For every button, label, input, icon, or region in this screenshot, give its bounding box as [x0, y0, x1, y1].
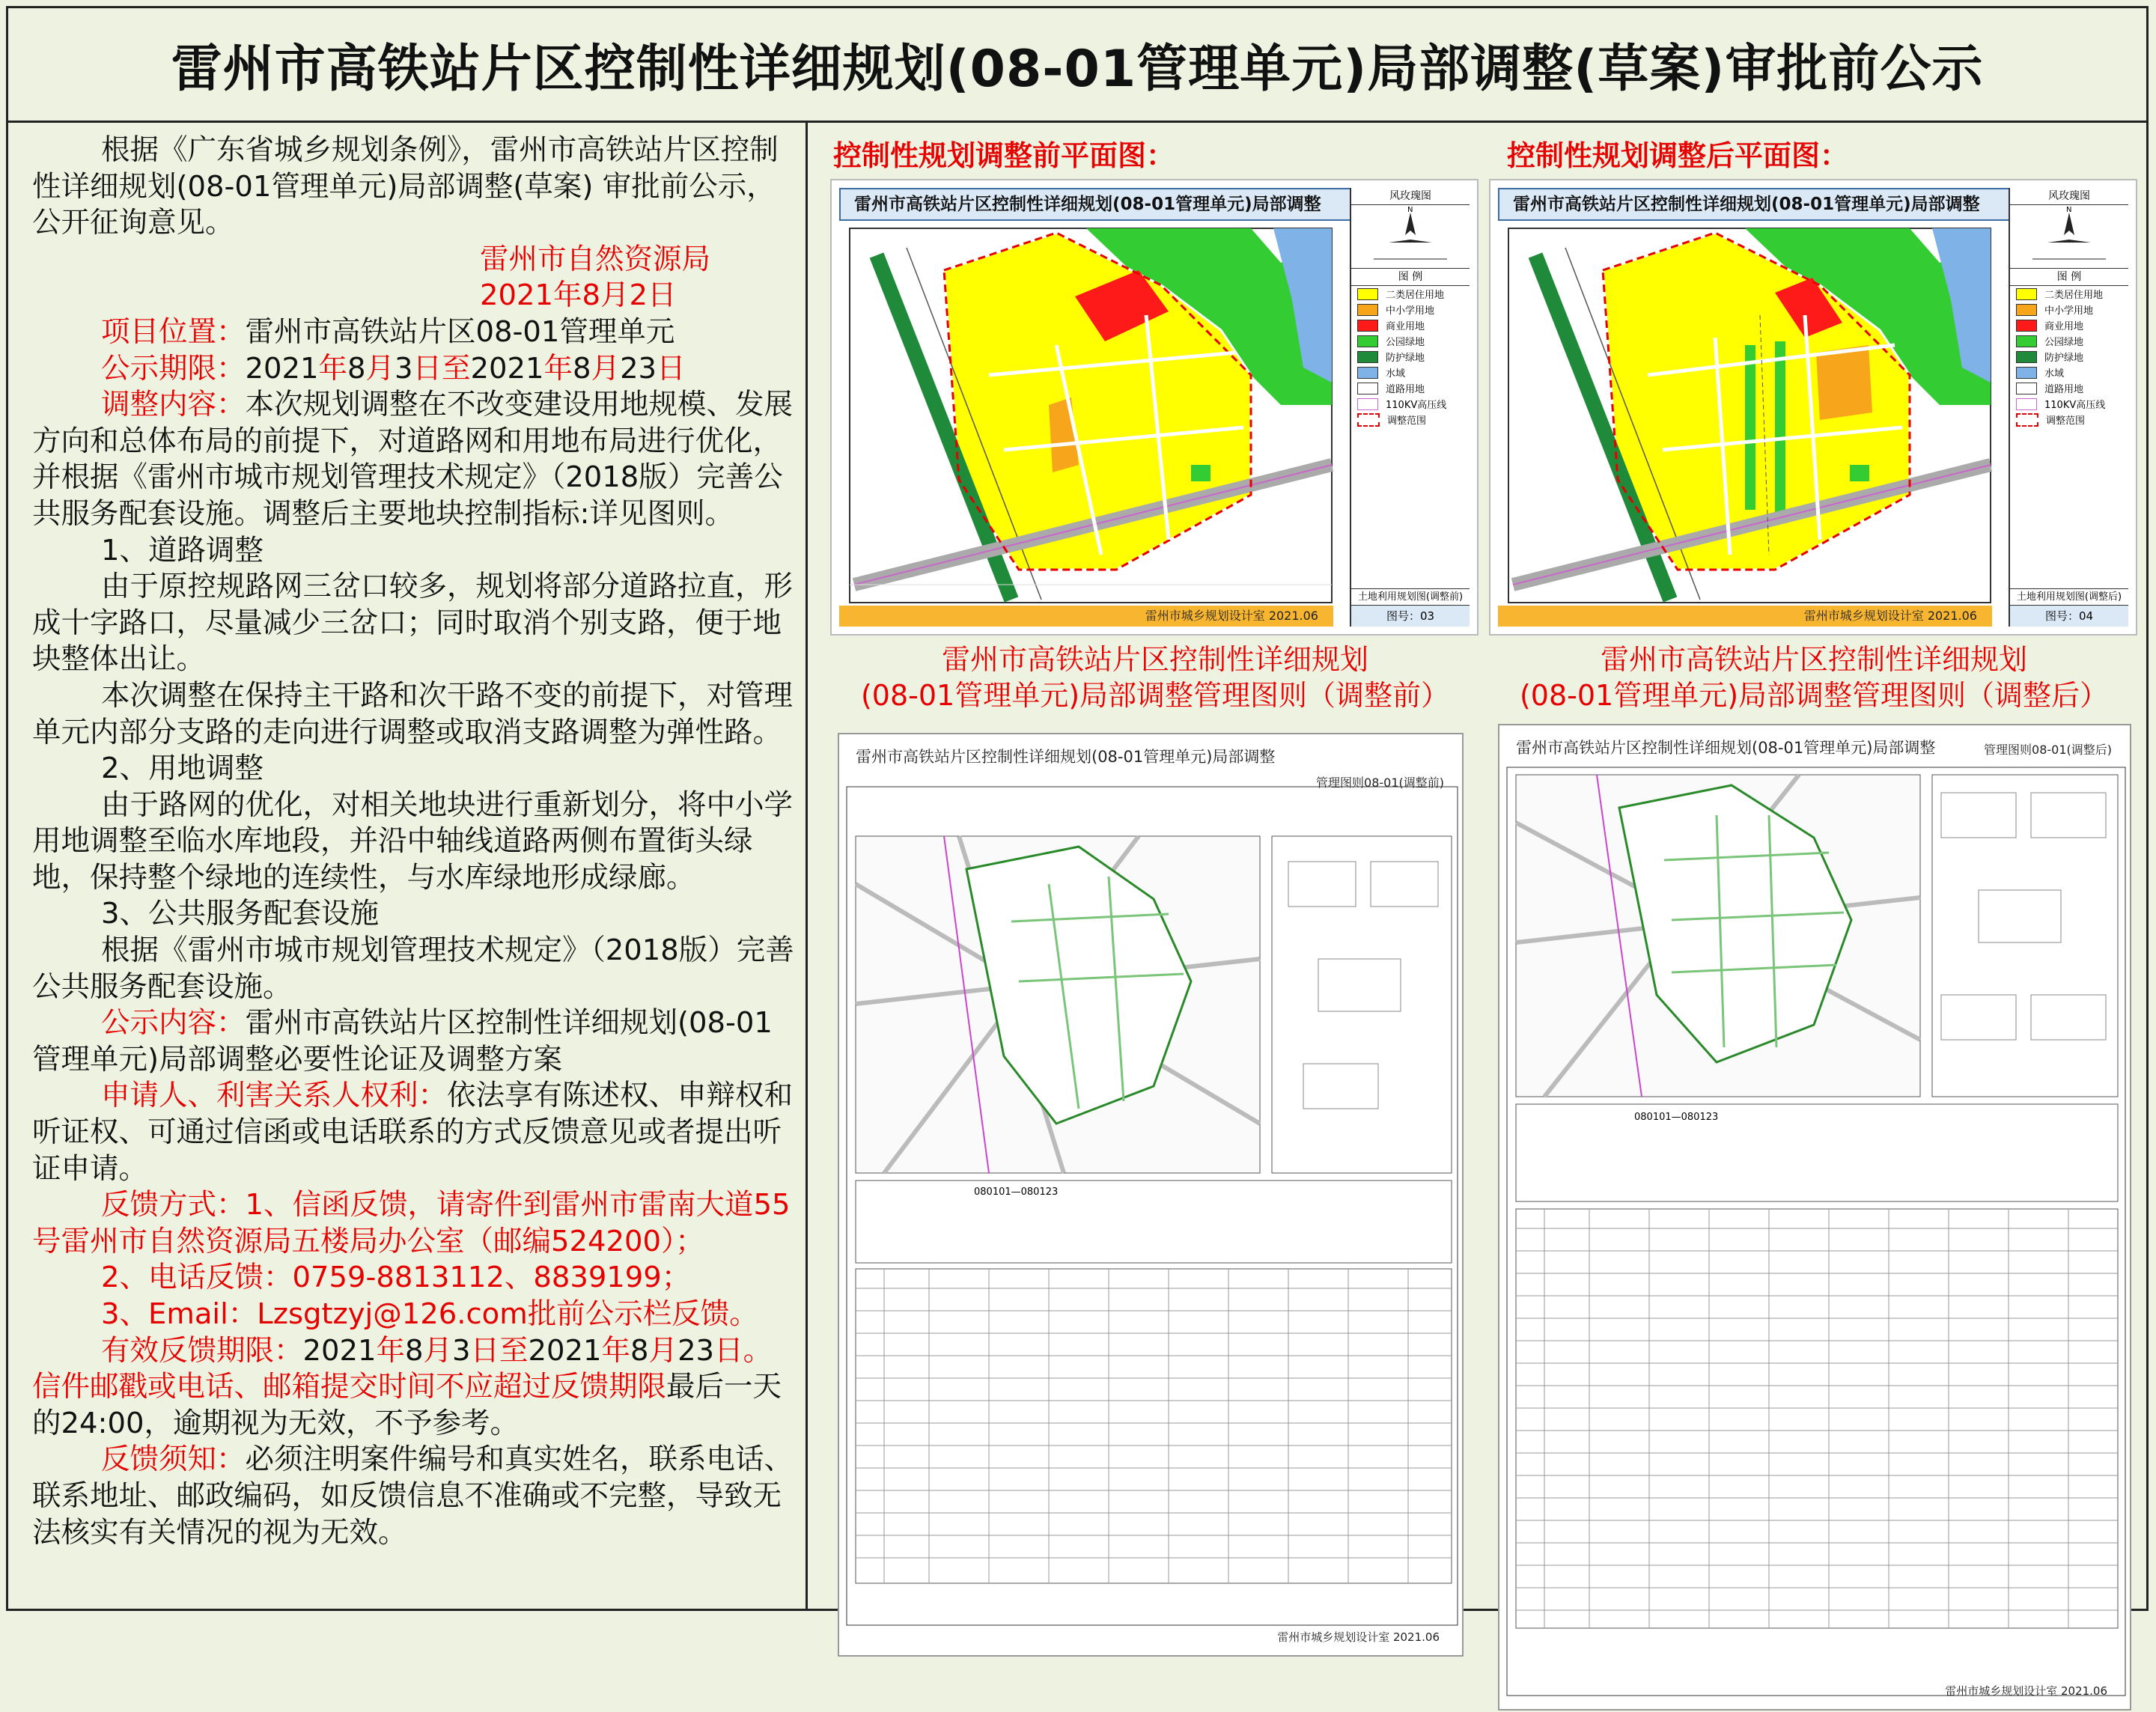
before-map-subtitle: 土地利用规划图(调整前) — [1351, 588, 1470, 606]
valid-month-2: 8 — [630, 1333, 649, 1368]
valid-y-1: 年 — [376, 1333, 406, 1368]
valid-month-1: 8 — [405, 1333, 424, 1368]
legend-row — [2010, 317, 2128, 333]
valid-day-1: 3 — [452, 1333, 471, 1368]
period-month-2: 8 — [573, 351, 591, 386]
after-map-footer: 雷州市城乡规划设计室 2021.06 — [1498, 606, 1992, 627]
section-road-p2: 本次调整在保持主干路和次干路不变的前提下，对管理单元内部分支路的走向进行调整或取消支路调整为弹性路。 — [32, 678, 794, 749]
swatch — [2016, 383, 2037, 395]
section-land-p1: 由于路网的优化，对相关地块进行重新划分，将中小学用地调整至临水库地段，并沿中轴线道路两侧布置街头绿地，保持整个绿地的连续性，与水库绿地形成绿廊。 — [32, 788, 794, 895]
page-title: 雷州市高铁站片区控制性详细规划(08-01管理单元)局部调整(草案)审批前公示 — [8, 8, 2146, 123]
map-column — [808, 121, 2146, 1698]
period-label: 公示期限： — [101, 351, 246, 386]
after-land-use-map — [1489, 179, 2137, 636]
period-m-2: 月 — [591, 351, 621, 386]
notice-label: 反馈须知： — [101, 1443, 246, 1477]
legend-row — [1351, 349, 1470, 365]
section-land-title: 2、用地调整 — [101, 752, 264, 786]
before-map-caption: 控制性规划调整前平面图： — [833, 139, 1175, 172]
intro-paragraph: 根据《广东省城乡规划条例》，雷州市高铁站片区控制性详细规划(08-01管理单元)局部调整(草案) 审批前公示，公开征询意见。 — [32, 133, 779, 240]
swatch — [1357, 413, 1380, 427]
north-arrow-icon — [2010, 205, 2128, 269]
section-road-p1: 由于原控规路网三岔口较多，规划将部分道路拉直，形成十字路口，尽量减少三岔口；同时取消个别支路，便于地块整体出让。 — [32, 570, 794, 677]
after-map-subtitle: 土地利用规划图(调整后) — [2010, 588, 2128, 606]
after-sheet-title: 雷州市高铁站片区控制性详细规划(08-01管理单元)局部调整 — [1516, 739, 1936, 757]
legend-row — [1351, 396, 1470, 412]
before-rules-caption: 雷州市高铁站片区控制性详细规划 (08-01管理单元)局部调整管理图则（调整前） — [860, 643, 1450, 712]
valid-m-2: 月 — [648, 1333, 678, 1368]
period-d-2: 日 — [657, 351, 686, 386]
legend-row — [2010, 302, 2128, 317]
swatch — [2016, 335, 2037, 347]
legend-row — [2010, 286, 2128, 302]
valid-period — [32, 1333, 795, 1443]
before-legend-rose-title: 风玫瑰图 — [1351, 188, 1470, 205]
legend-label: 水域 — [2044, 368, 2065, 380]
content-label: 调整内容： — [101, 388, 246, 422]
before-sheet-code: 080101—080123 — [974, 1186, 1059, 1198]
legend-label: 防护绿地 — [1386, 353, 1425, 364]
swatch — [1357, 320, 1378, 332]
valid-to: 日至 — [470, 1333, 529, 1368]
notice-text-column — [8, 121, 808, 1609]
rights-value: 依法享有陈述权、申辩权和听证权、可通过信函或电话联系的方式反馈意见或者提出听证申请。 — [32, 1079, 794, 1186]
period-year-1: 2021 — [245, 351, 319, 386]
swatch — [2016, 398, 2037, 410]
section-road-title: 1、道路调整 — [101, 533, 264, 567]
after-map-caption: 控制性规划调整后平面图： — [1507, 139, 1849, 172]
public-content — [32, 1005, 795, 1078]
legend-label: 商业用地 — [2044, 321, 2084, 332]
legend-label: 公园绿地 — [2044, 337, 2084, 348]
feedback-email: 3、Email：Lzsgtzyj@126.com批前公示栏反馈。 — [101, 1297, 758, 1331]
after-map-number: 图号：04 — [2010, 605, 2128, 627]
legend-row — [1351, 333, 1470, 349]
valid-label: 有效反馈期限： — [101, 1333, 303, 1368]
feedback-notice — [32, 1442, 795, 1551]
legend-label: 商业用地 — [1386, 321, 1425, 332]
legend-row — [1351, 286, 1470, 302]
issue-date: 2021年8月2日 — [480, 278, 677, 313]
period-day-2: 23 — [620, 351, 657, 386]
swatch — [1357, 351, 1378, 363]
before-map-footer: 雷州市城乡规划设计室 2021.06 — [839, 606, 1333, 627]
before-land-use-map — [830, 179, 1479, 636]
period-year-2: 2021 — [470, 351, 544, 386]
swatch — [1357, 304, 1378, 316]
legend-row — [2010, 396, 2128, 412]
legend-label: 道路用地 — [2044, 384, 2084, 395]
period-to: 日至 — [412, 351, 471, 386]
swatch — [2016, 367, 2037, 379]
valid-year-1: 2021 — [302, 1333, 377, 1368]
after-legend — [2009, 188, 2128, 627]
rights-label: 申请人、利害关系人权利： — [101, 1079, 448, 1113]
legend-label: 调整范围 — [1387, 415, 1427, 427]
swatch — [2016, 288, 2037, 300]
legend-label: 防护绿地 — [2044, 353, 2084, 364]
legend-label: 110KV高压线 — [1386, 400, 1447, 411]
before-sheet-drawing — [839, 734, 1465, 1658]
svg-text:N: N — [1407, 206, 1413, 214]
valid-deadline: 最后一天的24:00，逾期视为无效，不予参考。 — [32, 1370, 782, 1440]
swatch — [1357, 383, 1378, 395]
swatch — [2016, 320, 2037, 332]
legend-label: 110KV高压线 — [2044, 400, 2106, 411]
legend-row — [2010, 333, 2128, 349]
after-sheet-code: 080101—080123 — [1634, 1112, 1719, 1123]
legend-label: 调整范围 — [2046, 415, 2086, 427]
swatch — [2016, 304, 2037, 316]
section-service-p1: 根据《雷州市城市规划管理技术规定》（2018版）完善公共服务配套设施。 — [32, 933, 794, 1004]
period-y-2: 年 — [543, 351, 573, 386]
notice-value: 必须注明案件编号和真实姓名，联系电话、联系地址、邮政编码，如反馈信息不准确或不完整，导致无法核实有关情况的视为无效。 — [32, 1443, 794, 1550]
legend-label: 道路用地 — [1386, 384, 1425, 395]
legend-row — [2010, 380, 2128, 396]
svg-text:N: N — [2066, 206, 2072, 214]
swatch — [1357, 288, 1378, 300]
feedback-phone: 2、电话反馈：0759-8813112、8839199； — [101, 1261, 691, 1295]
legend-row — [2010, 412, 2128, 427]
after-sheet-drawing — [1499, 725, 2133, 1712]
swatch — [2016, 413, 2038, 427]
after-sheet-foot: 雷州市城乡规划设计室 2021.06 — [1945, 1684, 2107, 1698]
legend-label: 二类居住用地 — [2044, 290, 2104, 301]
section-service-title: 3、公共服务配套设施 — [101, 897, 379, 931]
rights — [32, 1078, 795, 1187]
location-label: 项目位置： — [101, 314, 246, 349]
period-y-1: 年 — [318, 351, 348, 386]
issuer: 雷州市自然资源局 — [480, 242, 711, 276]
north-arrow-icon — [1351, 205, 1470, 269]
before-map-number: 图号：03 — [1351, 605, 1470, 627]
swatch — [1357, 367, 1378, 379]
swatch — [2016, 351, 2037, 363]
legend-label: 中小学用地 — [2044, 305, 2094, 317]
legend-row — [1351, 317, 1470, 333]
legend-row — [2010, 349, 2128, 365]
location-value: 雷州市高铁站片区08-01管理单元 — [245, 314, 675, 349]
after-map-title: 雷州市高铁站片区控制性详细规划(08-01管理单元)局部调整 — [1498, 188, 2010, 221]
period-day-1: 3 — [395, 351, 413, 386]
notice-board — [6, 6, 2149, 1698]
swatch — [1357, 398, 1378, 410]
public-period — [32, 351, 795, 388]
valid-day-2: 23 — [677, 1333, 715, 1368]
legend-row — [1351, 365, 1470, 380]
before-sheet-title: 雷州市高铁站片区控制性详细规划(08-01管理单元)局部调整 — [856, 748, 1276, 766]
public-label: 公示内容： — [101, 1006, 246, 1041]
adjust-content — [32, 387, 795, 532]
project-location — [32, 314, 795, 351]
legend-label: 公园绿地 — [1386, 337, 1425, 348]
period-month-1: 8 — [347, 351, 366, 386]
content-value: 本次规划调整在不改变建设用地规模、发展方向和总体布局的前提下，对道路网和用地布局进行优化，并根据《雷州市城市规划管理技术规定》（2018版）完善公共服务配套设施。调整后主要地块控制指标:详见图则。 — [32, 388, 794, 531]
legend-label: 中小学用地 — [1386, 305, 1435, 317]
valid-y-2: 年 — [601, 1333, 631, 1368]
legend-label: 水域 — [1386, 368, 1406, 380]
valid-year-2: 2021 — [528, 1333, 602, 1368]
legend-row — [2010, 365, 2128, 380]
period-m-1: 月 — [365, 351, 395, 386]
after-sheet-tag: 管理图则08-01(调整后) — [1984, 743, 2112, 757]
legend-row — [1351, 380, 1470, 396]
before-rules-sheet — [838, 733, 1464, 1657]
before-map-title: 雷州市高铁站片区控制性详细规划(08-01管理单元)局部调整 — [839, 188, 1351, 221]
legend-row — [1351, 302, 1470, 317]
after-rules-caption: 雷州市高铁站片区控制性详细规划 (08-01管理单元)局部调整管理图则（调整后） — [1519, 643, 2109, 712]
before-sheet-tag: 管理图则08-01(调整前) — [1316, 776, 1444, 790]
after-legend-title: 图 例 — [2010, 269, 2128, 286]
feedback-mail: 反馈方式：1、信函反馈，请寄件到雷州市雷南大道55号雷州市自然资源局五楼局办公室（邮编524200）； — [32, 1188, 791, 1258]
before-legend-title: 图 例 — [1351, 269, 1470, 286]
valid-rule: 日。信件邮戳或电话、邮箱提交时间不应超过反馈期限 — [32, 1333, 773, 1404]
public-value: 雷州市高铁站片区控制性详细规划(08-01管理单元)局部调整必要性论证及调整方案 — [32, 1006, 773, 1076]
after-legend-rose-title: 风玫瑰图 — [2010, 188, 2128, 205]
valid-m-1: 月 — [423, 1333, 453, 1368]
legend-label: 二类居住用地 — [1386, 290, 1445, 301]
before-legend — [1350, 188, 1470, 627]
legend-row — [1351, 412, 1470, 427]
swatch — [1357, 335, 1378, 347]
before-sheet-foot: 雷州市城乡规划设计室 2021.06 — [1277, 1630, 1440, 1644]
after-rules-sheet — [1498, 724, 2131, 1711]
